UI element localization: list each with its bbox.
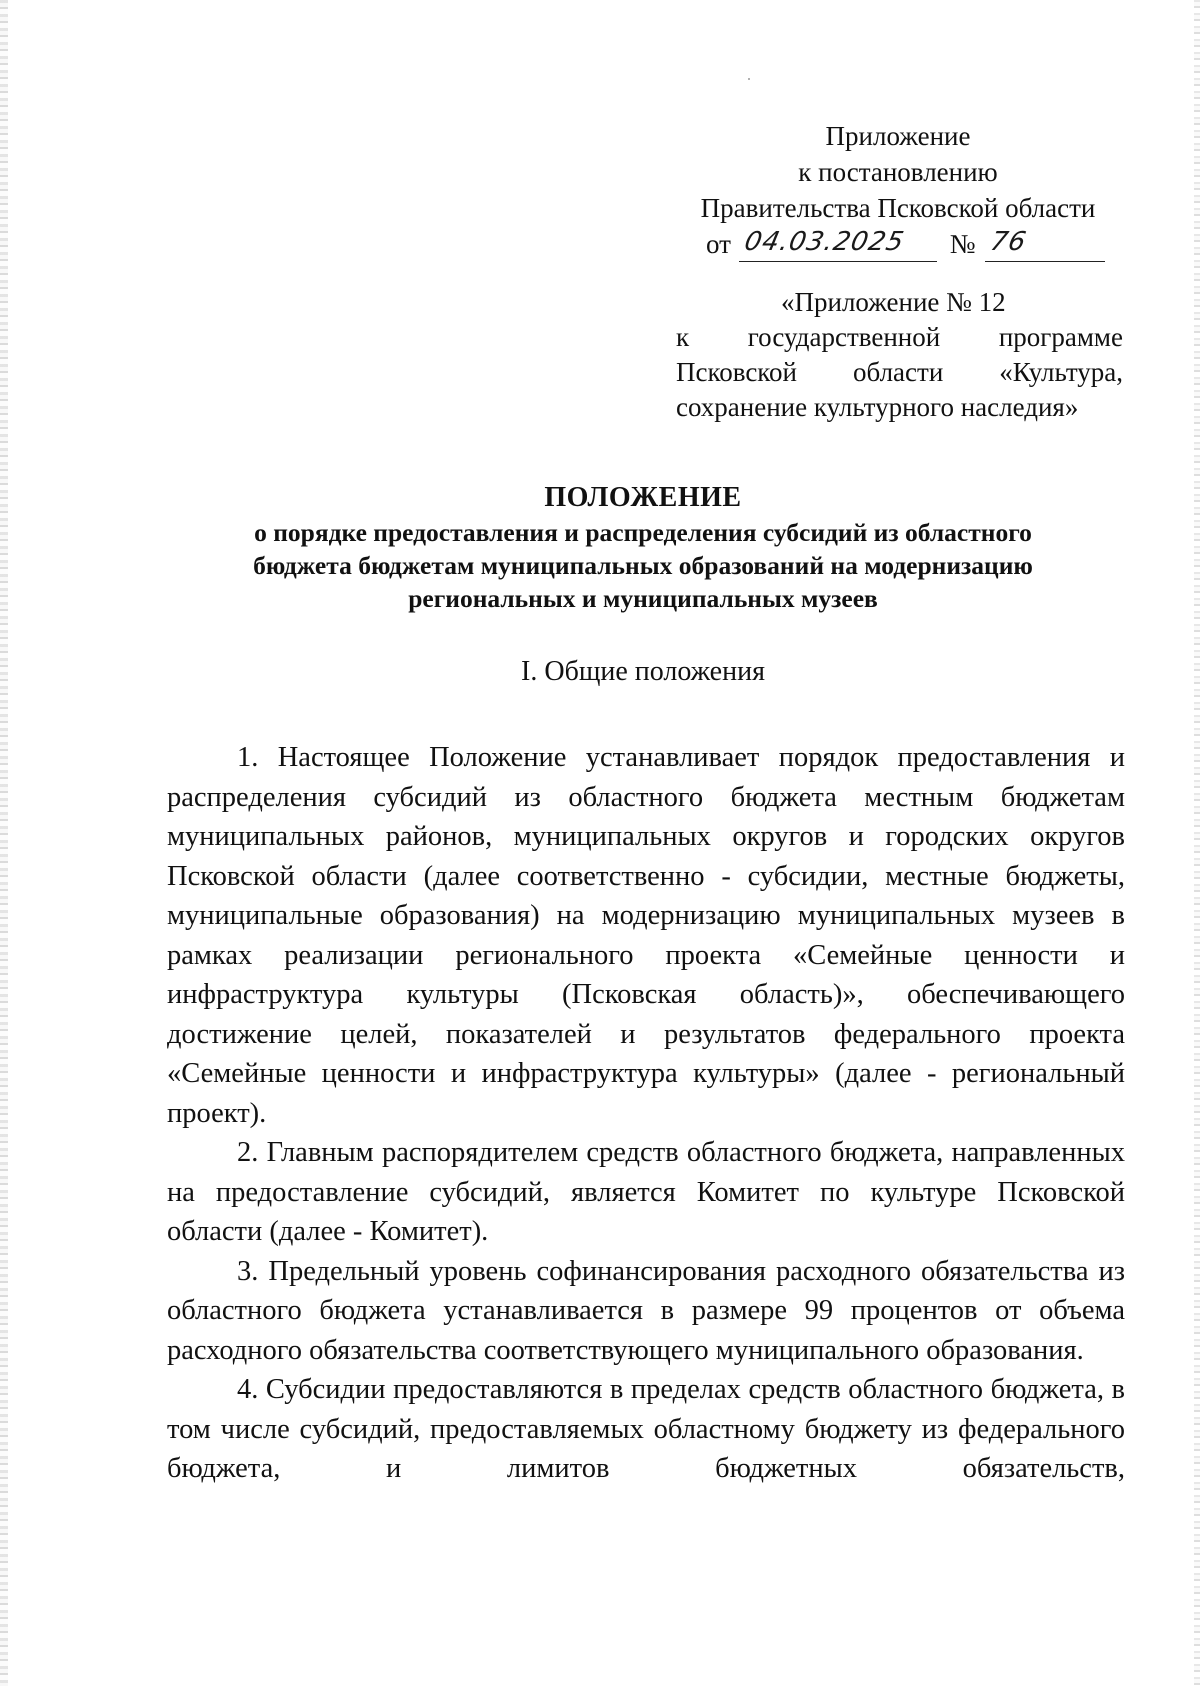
date-prefix: от <box>706 229 731 259</box>
handwritten-number: 76 <box>988 227 1030 257</box>
scan-edge-right <box>1194 0 1200 1686</box>
appendix-block <box>676 285 1123 425</box>
paragraph-1: 1. Настоящее Положение устанавливает порядок предоставления и распределения субсидий из областного бюджета местным бюджетам муниципальных районов, муниципальных округов и городских округов Псковской области (далее соответственно - субсидии, местные бюджеты, муниципальные образования) на модернизацию муниципальных музеев в рамках реализации регионального проекта «Семейные ценности и инфраструктура культуры (Псковская область)», обеспечивающего достижение целей, показателей и результатов федерального проекта «Семейные ценности и инфраструктура культуры» (далее - региональный проект). <box>167 742 1125 1129</box>
approval-line-1: Приложение <box>825 121 971 151</box>
number-blank <box>985 227 1105 262</box>
scan-edge-left <box>0 0 8 1686</box>
document-title <box>160 480 1126 615</box>
scan-speck <box>748 78 750 80</box>
approval-block <box>672 118 1124 262</box>
appendix-line-2: к государственной программе <box>676 322 1123 352</box>
body-text <box>167 738 1125 1489</box>
appendix-line-3: Псковской области «Культура, <box>676 357 1123 387</box>
paragraph-3: 3. Предельный уровень софинансирования расходного обязательства из областного бюджета устанавливается в размере 99 процентов от объема расходного обязательства соответствующего муниципального образования. <box>167 1255 1125 1366</box>
approval-line-3: Правительства Псковской области <box>700 193 1096 223</box>
appendix-line-1: «Приложение № 12 <box>781 287 1006 317</box>
approval-date-line <box>672 226 1124 262</box>
title-sub-line-2: бюджета бюджетам муниципальных образований на модернизацию <box>253 551 1033 580</box>
date-blank <box>739 227 937 262</box>
number-prefix: № <box>949 229 976 259</box>
title-main: ПОЛОЖЕНИЕ <box>544 482 742 513</box>
paragraph-2: 2. Главным распорядителем средств областного бюджета, направленных на предоставление субсидий, является Комитет по культуре Псковской области (далее - Комитет). <box>167 1137 1125 1247</box>
section-heading: I. Общие положения <box>521 656 765 687</box>
title-sub-line-3: региональных и муниципальных музеев <box>408 584 878 613</box>
appendix-line-4: сохранение культурного наследия» <box>676 392 1079 422</box>
title-sub-line-1: о порядке предоставления и распределения субсидий из областного <box>254 518 1032 547</box>
handwritten-date: 04.03.2025 <box>741 227 908 257</box>
paragraph-4: 4. Субсидии предоставляются в пределах средств областного бюджета, в том числе субсидий, предоставляемых областному бюджету из федерального бюджета, и лимитов бюджетных обязательств, <box>167 1374 1125 1484</box>
approval-line-2: к постановлению <box>798 157 998 187</box>
